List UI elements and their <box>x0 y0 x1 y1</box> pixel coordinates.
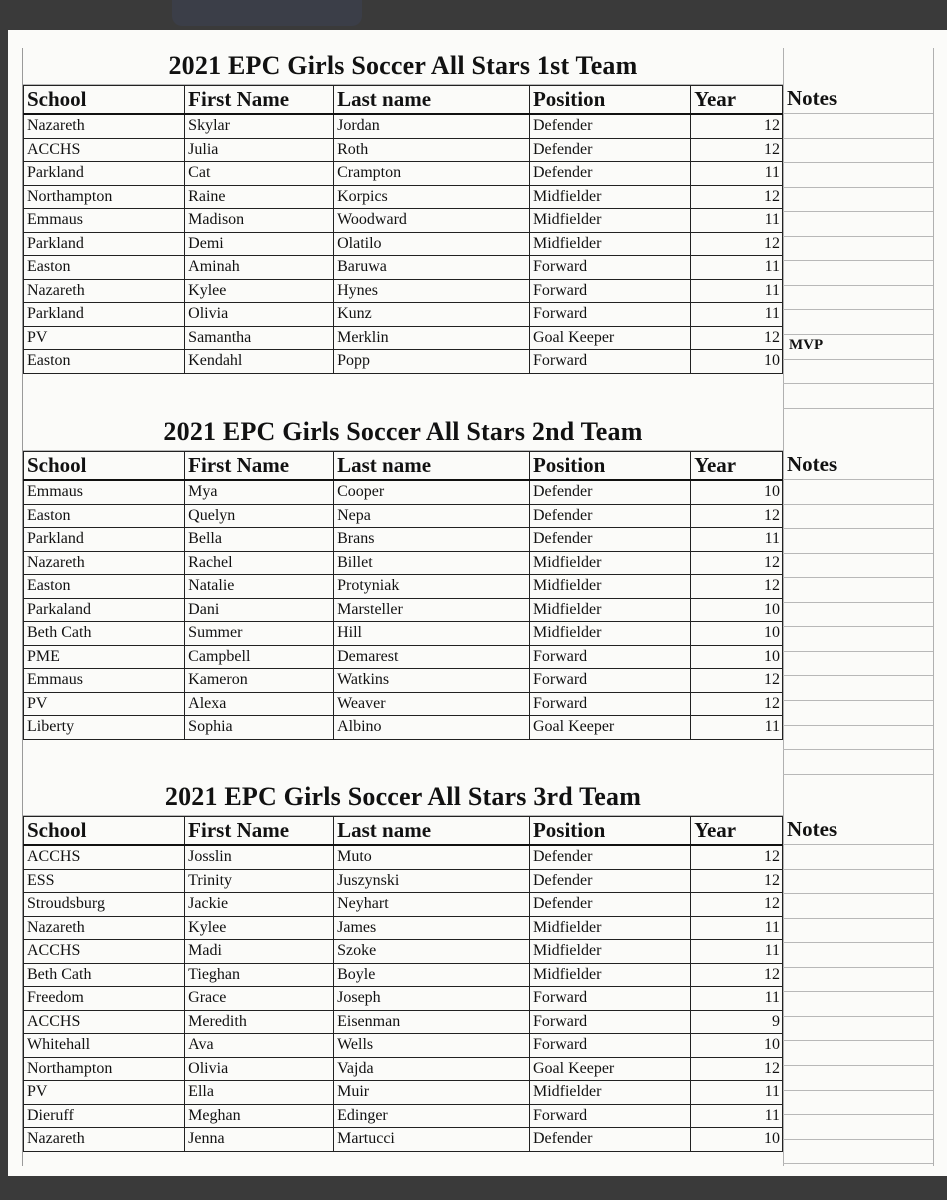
grid-line <box>783 626 933 627</box>
cell-year: 12 <box>691 326 783 350</box>
cell-first-name: Kameron <box>185 669 334 693</box>
cell-last-name: Marsteller <box>334 598 530 622</box>
table-row <box>24 845 783 869</box>
cell-last-name: Brans <box>334 528 530 552</box>
table-row <box>24 645 783 669</box>
grid-line <box>783 602 933 603</box>
cell-school: Emmaus <box>24 669 185 693</box>
cell-position: Midfielder <box>529 232 690 256</box>
cell-school: ACCHS <box>24 1010 185 1034</box>
cell-school: Whitehall <box>24 1034 185 1058</box>
grid-line <box>783 479 933 480</box>
cell-first-name: Kylee <box>185 916 334 940</box>
table-row <box>24 232 783 256</box>
table-row <box>24 256 783 280</box>
cell-last-name: Boyle <box>334 963 530 987</box>
grid-line <box>783 309 933 310</box>
cell-last-name: Neyhart <box>334 893 530 917</box>
cell-position: Forward <box>529 1104 690 1128</box>
cell-last-name: Roth <box>334 138 530 162</box>
grid-line <box>783 942 933 943</box>
cell-position: Defender <box>529 893 690 917</box>
col-header-first-name: First Name <box>185 817 334 846</box>
grid-line <box>783 577 933 578</box>
cell-year: 12 <box>691 1057 783 1081</box>
cell-last-name: Muto <box>334 845 530 869</box>
cell-school: Parkland <box>24 303 185 327</box>
grid-line <box>783 774 933 775</box>
cell-position: Midfielder <box>529 209 690 233</box>
cell-first-name: Josslin <box>185 845 334 869</box>
table-row <box>24 1128 783 1152</box>
cell-last-name: Protyniak <box>334 575 530 599</box>
cell-school: ACCHS <box>24 845 185 869</box>
table-row <box>24 350 783 374</box>
cell-year: 12 <box>691 692 783 716</box>
grid-line <box>783 1114 933 1115</box>
cell-school: Easton <box>24 256 185 280</box>
team-rows <box>24 114 783 373</box>
cell-first-name: Alexa <box>185 692 334 716</box>
cell-last-name: Martucci <box>334 1128 530 1152</box>
cell-position: Forward <box>529 350 690 374</box>
cell-position: Midfielder <box>529 963 690 987</box>
grid-line <box>783 48 784 1166</box>
table-row <box>24 185 783 209</box>
cell-school: Nazareth <box>24 279 185 303</box>
cell-last-name: Kunz <box>334 303 530 327</box>
cell-position: Midfielder <box>529 940 690 964</box>
cell-first-name: Madi <box>185 940 334 964</box>
cell-first-name: Campbell <box>185 645 334 669</box>
col-header-year: Year <box>691 817 783 846</box>
cell-year: 10 <box>691 1034 783 1058</box>
cell-last-name: Merklin <box>334 326 530 350</box>
col-header-school: School <box>24 86 185 115</box>
table-row <box>24 279 783 303</box>
cell-last-name: Juszynski <box>334 869 530 893</box>
team-rows <box>24 845 783 1151</box>
team-rows <box>24 480 783 739</box>
grid-line <box>783 700 933 701</box>
grid-line <box>783 211 933 212</box>
cell-last-name: James <box>334 916 530 940</box>
team-title: 2021 EPC Girls Soccer All Stars 3rd Team <box>164 782 642 811</box>
team-block-2nd <box>23 414 783 740</box>
spreadsheet <box>22 48 936 1166</box>
cell-school: Parkland <box>24 162 185 186</box>
grid-line <box>783 334 933 335</box>
bottom-bar <box>0 1176 947 1200</box>
cell-first-name: Aminah <box>185 256 334 280</box>
cell-year: 12 <box>691 185 783 209</box>
table-row <box>24 303 783 327</box>
table-row <box>24 1081 783 1105</box>
cell-school: PME <box>24 645 185 669</box>
cell-last-name: Weaver <box>334 692 530 716</box>
col-header-notes: Notes <box>787 86 838 110</box>
cell-first-name: Bella <box>185 528 334 552</box>
cell-last-name: Albino <box>334 716 530 740</box>
header-row <box>24 86 783 115</box>
cell-last-name: Woodward <box>334 209 530 233</box>
cell-position: Defender <box>529 504 690 528</box>
cell-first-name: Summer <box>185 622 334 646</box>
cell-notes: MVP <box>789 336 824 353</box>
table-row <box>24 504 783 528</box>
cell-year: 11 <box>691 303 783 327</box>
team-title-row <box>23 48 783 85</box>
cell-first-name: Olivia <box>185 303 334 327</box>
cell-year: 11 <box>691 528 783 552</box>
table-row <box>24 551 783 575</box>
cell-school: Dieruff <box>24 1104 185 1128</box>
cell-last-name: Cooper <box>334 480 530 504</box>
cell-position: Forward <box>529 692 690 716</box>
cell-first-name: Natalie <box>185 575 334 599</box>
cell-year: 10 <box>691 645 783 669</box>
cell-school: Emmaus <box>24 480 185 504</box>
grid-line <box>783 1065 933 1066</box>
cell-last-name: Hynes <box>334 279 530 303</box>
cell-school: Parkland <box>24 528 185 552</box>
cell-position: Midfielder <box>529 575 690 599</box>
cell-first-name: Samantha <box>185 326 334 350</box>
grid-line <box>933 48 934 1166</box>
cell-last-name: Hill <box>334 622 530 646</box>
col-header-last-name: Last name <box>334 817 530 846</box>
cell-last-name: Popp <box>334 350 530 374</box>
grid-line <box>783 260 933 261</box>
cell-school: Liberty <box>24 716 185 740</box>
cell-year: 10 <box>691 598 783 622</box>
col-header-school: School <box>24 452 185 481</box>
cell-position: Goal Keeper <box>529 1057 690 1081</box>
cell-last-name: Korpics <box>334 185 530 209</box>
team-title: 2021 EPC Girls Soccer All Stars 2nd Team <box>163 417 643 446</box>
cell-year: 12 <box>691 138 783 162</box>
team-block-1st <box>23 48 783 374</box>
table-row <box>24 716 783 740</box>
grid-line <box>783 749 933 750</box>
grid-line <box>783 1040 933 1041</box>
cell-last-name: Jordan <box>334 114 530 138</box>
cell-year: 12 <box>691 893 783 917</box>
cell-last-name: Vajda <box>334 1057 530 1081</box>
cell-school: PV <box>24 1081 185 1105</box>
table-row <box>24 916 783 940</box>
cell-first-name: Ella <box>185 1081 334 1105</box>
grid-line <box>783 553 933 554</box>
cell-first-name: Dani <box>185 598 334 622</box>
team-table <box>23 85 783 374</box>
table-row <box>24 209 783 233</box>
grid-line <box>783 528 933 529</box>
cell-position: Forward <box>529 256 690 280</box>
cell-year: 12 <box>691 232 783 256</box>
grid-line <box>783 285 933 286</box>
cell-position: Midfielder <box>529 1081 690 1105</box>
cell-position: Midfielder <box>529 622 690 646</box>
cell-position: Midfielder <box>529 916 690 940</box>
top-tab-strip <box>172 0 362 26</box>
cell-last-name: Szoke <box>334 940 530 964</box>
table-row <box>24 940 783 964</box>
cell-first-name: Tieghan <box>185 963 334 987</box>
cell-last-name: Baruwa <box>334 256 530 280</box>
cell-first-name: Trinity <box>185 869 334 893</box>
col-header-last-name: Last name <box>334 86 530 115</box>
table-row <box>24 598 783 622</box>
cell-position: Midfielder <box>529 185 690 209</box>
cell-school: PV <box>24 692 185 716</box>
cell-position: Forward <box>529 1010 690 1034</box>
col-header-first-name: First Name <box>185 86 334 115</box>
cell-first-name: Kylee <box>185 279 334 303</box>
grid-line <box>783 187 933 188</box>
cell-position: Forward <box>529 669 690 693</box>
cell-year: 11 <box>691 209 783 233</box>
cell-school: Parkland <box>24 232 185 256</box>
cell-first-name: Kendahl <box>185 350 334 374</box>
grid-line <box>783 675 933 676</box>
grid-line <box>783 236 933 237</box>
grid-line <box>783 967 933 968</box>
grid-line <box>783 138 933 139</box>
grid-line <box>783 113 933 114</box>
grid-line <box>783 383 933 384</box>
cell-year: 11 <box>691 1104 783 1128</box>
header-row <box>24 817 783 846</box>
table-row <box>24 963 783 987</box>
cell-position: Defender <box>529 162 690 186</box>
col-header-first-name: First Name <box>185 452 334 481</box>
table-row <box>24 893 783 917</box>
cell-year: 10 <box>691 622 783 646</box>
cell-school: PV <box>24 326 185 350</box>
cell-year: 10 <box>691 480 783 504</box>
cell-first-name: Meghan <box>185 1104 334 1128</box>
cell-school: ACCHS <box>24 940 185 964</box>
cell-year: 11 <box>691 256 783 280</box>
cell-last-name: Nepa <box>334 504 530 528</box>
cell-last-name: Eisenman <box>334 1010 530 1034</box>
cell-school: Emmaus <box>24 209 185 233</box>
cell-school: Beth Cath <box>24 622 185 646</box>
grid-line <box>783 991 933 992</box>
cell-position: Defender <box>529 845 690 869</box>
cell-first-name: Raine <box>185 185 334 209</box>
grid-line <box>783 1163 933 1164</box>
col-header-year: Year <box>691 86 783 115</box>
cell-year: 12 <box>691 845 783 869</box>
cell-last-name: Crampton <box>334 162 530 186</box>
cell-first-name: Olivia <box>185 1057 334 1081</box>
grid-line <box>783 844 933 845</box>
grid-line <box>783 162 933 163</box>
cell-position: Goal Keeper <box>529 326 690 350</box>
cell-school: Stroudsburg <box>24 893 185 917</box>
cell-school: Northampton <box>24 1057 185 1081</box>
cell-year: 11 <box>691 1081 783 1105</box>
table-row <box>24 622 783 646</box>
grid-line <box>783 359 933 360</box>
cell-first-name: Grace <box>185 987 334 1011</box>
col-header-last-name: Last name <box>334 452 530 481</box>
cell-last-name: Demarest <box>334 645 530 669</box>
cell-first-name: Skylar <box>185 114 334 138</box>
grid-line <box>783 893 933 894</box>
cell-position: Forward <box>529 1034 690 1058</box>
table-row <box>24 869 783 893</box>
cell-year: 12 <box>691 669 783 693</box>
cell-school: Nazareth <box>24 551 185 575</box>
cell-year: 11 <box>691 987 783 1011</box>
cell-school: Nazareth <box>24 1128 185 1152</box>
cell-first-name: Sophia <box>185 716 334 740</box>
cell-position: Goal Keeper <box>529 716 690 740</box>
table-row <box>24 987 783 1011</box>
document-page <box>8 30 947 1176</box>
table-row <box>24 162 783 186</box>
cell-last-name: Watkins <box>334 669 530 693</box>
cell-year: 11 <box>691 716 783 740</box>
table-row <box>24 1010 783 1034</box>
team-title: 2021 EPC Girls Soccer All Stars 1st Team <box>168 51 638 80</box>
cell-year: 12 <box>691 869 783 893</box>
cell-school: Beth Cath <box>24 963 185 987</box>
col-header-position: Position <box>529 817 690 846</box>
cell-last-name: Edinger <box>334 1104 530 1128</box>
col-header-school: School <box>24 817 185 846</box>
grid-line <box>783 869 933 870</box>
cell-school: Northampton <box>24 185 185 209</box>
cell-year: 11 <box>691 162 783 186</box>
cell-first-name: Madison <box>185 209 334 233</box>
cell-first-name: Cat <box>185 162 334 186</box>
cell-first-name: Jackie <box>185 893 334 917</box>
cell-school: Nazareth <box>24 114 185 138</box>
cell-first-name: Quelyn <box>185 504 334 528</box>
table-row <box>24 669 783 693</box>
cell-year: 11 <box>691 916 783 940</box>
table-row <box>24 1057 783 1081</box>
cell-position: Defender <box>529 138 690 162</box>
team-title-row <box>23 779 783 816</box>
cell-year: 10 <box>691 350 783 374</box>
cell-position: Defender <box>529 528 690 552</box>
cell-year: 12 <box>691 963 783 987</box>
cell-first-name: Demi <box>185 232 334 256</box>
cell-first-name: Mya <box>185 480 334 504</box>
grid-line <box>783 1016 933 1017</box>
cell-first-name: Julia <box>185 138 334 162</box>
grid-line <box>783 651 933 652</box>
cell-position: Forward <box>529 987 690 1011</box>
table-row <box>24 326 783 350</box>
cell-school: Freedom <box>24 987 185 1011</box>
grid-line <box>783 1090 933 1091</box>
table-row <box>24 480 783 504</box>
grid-line <box>783 408 933 409</box>
cell-year: 12 <box>691 575 783 599</box>
grid-line <box>783 504 933 505</box>
cell-position: Defender <box>529 869 690 893</box>
table-row <box>24 575 783 599</box>
cell-year: 11 <box>691 279 783 303</box>
cell-position: Midfielder <box>529 598 690 622</box>
cell-position: Forward <box>529 645 690 669</box>
cell-year: 12 <box>691 551 783 575</box>
cell-position: Forward <box>529 303 690 327</box>
cell-school: Easton <box>24 504 185 528</box>
table-row <box>24 692 783 716</box>
cell-year: 11 <box>691 940 783 964</box>
header-row <box>24 452 783 481</box>
table-row <box>24 138 783 162</box>
cell-position: Defender <box>529 480 690 504</box>
cell-school: Nazareth <box>24 916 185 940</box>
col-header-notes: Notes <box>787 817 838 841</box>
cell-school: Parkaland <box>24 598 185 622</box>
cell-first-name: Jenna <box>185 1128 334 1152</box>
team-block-3rd <box>23 779 783 1152</box>
cell-last-name: Billet <box>334 551 530 575</box>
col-header-year: Year <box>691 452 783 481</box>
cell-year: 9 <box>691 1010 783 1034</box>
team-title-row <box>23 414 783 451</box>
cell-last-name: Wells <box>334 1034 530 1058</box>
cell-year: 10 <box>691 1128 783 1152</box>
cell-position: Defender <box>529 1128 690 1152</box>
cell-school: Easton <box>24 575 185 599</box>
cell-school: ACCHS <box>24 138 185 162</box>
col-header-position: Position <box>529 86 690 115</box>
table-row <box>24 1104 783 1128</box>
cell-first-name: Ava <box>185 1034 334 1058</box>
grid-line <box>783 725 933 726</box>
grid-line <box>783 918 933 919</box>
cell-position: Defender <box>529 114 690 138</box>
cell-first-name: Meredith <box>185 1010 334 1034</box>
team-table <box>23 816 783 1152</box>
grid-line <box>783 1139 933 1140</box>
cell-last-name: Muir <box>334 1081 530 1105</box>
cell-last-name: Olatilo <box>334 232 530 256</box>
table-row <box>24 114 783 138</box>
cell-position: Midfielder <box>529 551 690 575</box>
cell-year: 12 <box>691 504 783 528</box>
cell-year: 12 <box>691 114 783 138</box>
table-row <box>24 1034 783 1058</box>
col-header-notes: Notes <box>787 452 838 476</box>
cell-school: ESS <box>24 869 185 893</box>
table-row <box>24 528 783 552</box>
cell-first-name: Rachel <box>185 551 334 575</box>
cell-last-name: Joseph <box>334 987 530 1011</box>
col-header-position: Position <box>529 452 690 481</box>
cell-position: Forward <box>529 279 690 303</box>
team-table <box>23 451 783 740</box>
cell-school: Easton <box>24 350 185 374</box>
